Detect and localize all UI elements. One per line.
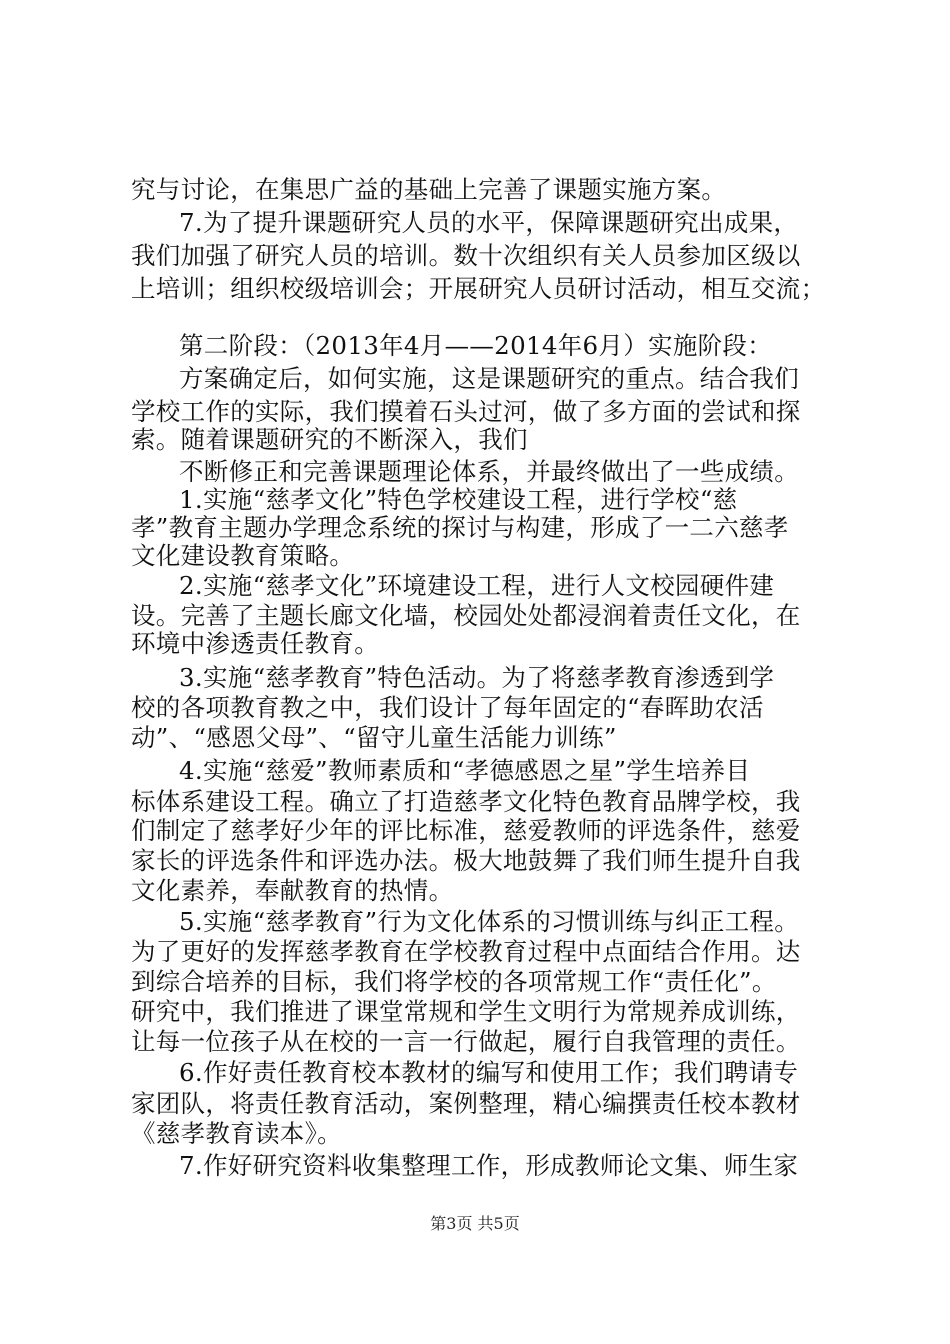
page-footer: 第3页 共5页	[430, 1214, 520, 1233]
paragraph-line: 动”、“感恩父母”、“留守儿童生活能力训练”	[131, 723, 617, 752]
paragraph-line: 索。随着课题研究的不断深入，我们	[131, 425, 528, 454]
paragraph-line: 6.作好责任教育校本教材的编写和使用工作；我们聘请专	[179, 1058, 799, 1087]
paragraph-line: 家长的评选条件和评选办法。极大地鼓舞了我们师生提升自我	[131, 846, 801, 875]
paragraph-line: 标体系建设工程。确立了打造慈孝文化特色教育品牌学校，我	[131, 787, 801, 816]
paragraph-line: 文化建设教育策略。	[131, 541, 355, 570]
section-heading: 第二阶段：（2013年4月——2014年6月）实施阶段：	[179, 331, 773, 360]
paragraph-line: 7.作好研究资料收集整理工作，形成教师论文集、师生家	[179, 1151, 799, 1180]
paragraph-line: 到综合培养的目标，我们将学校的各项常规工作“责任化”。	[131, 967, 777, 996]
paragraph-line: 们制定了慈孝好少年的评比标准，慈爱教师的评选条件，慈爱	[131, 816, 801, 845]
paragraph-line: 7.为了提升课题研究人员的水平，保障课题研究出成果，	[179, 208, 799, 237]
paragraph-line: 2.实施“慈孝文化”环境建设工程，进行人文校园硬件建	[179, 571, 775, 600]
paragraph-line: 研究中，我们推进了课堂常规和学生文明行为常规养成训练，	[131, 997, 801, 1026]
paragraph-line: 文化素养，奉献教育的热情。	[131, 876, 454, 905]
paragraph-line: 让每一位孩子从在校的一言一行做起，履行自我管理的责任。	[131, 1027, 801, 1056]
paragraph-line: 3.实施“慈孝教育”特色活动。为了将慈孝教育渗透到学	[179, 663, 775, 692]
paragraph-line: 学校工作的实际，我们摸着石头过河，做了多方面的尝试和探	[131, 397, 801, 426]
paragraph-line: 设。完善了主题长廊文化墙，校园处处都浸润着责任文化，在	[131, 601, 801, 630]
paragraph-line: 1.实施“慈孝文化”特色学校建设工程，进行学校“慈	[179, 485, 738, 514]
paragraph-line: 不断修正和完善课题理论体系，并最终做出了一些成绩。	[179, 457, 799, 486]
paragraph-line: 4.实施“慈爱”教师素质和“孝德感恩之星”学生培养目	[179, 756, 751, 785]
paragraph-line: 孝”教育主题办学理念系统的探讨与构建，形成了一二六慈孝	[131, 513, 789, 542]
paragraph-line: 环境中渗透责任教育。	[131, 629, 379, 658]
paragraph-line: 上培训；组织校级培训会；开展研究人员研讨活动，相互交流；	[131, 274, 826, 303]
paragraph-line: 5.实施“慈孝教育”行为文化体系的习惯训练与纠正工程。	[179, 907, 800, 936]
paragraph-line: 校的各项教育教之中，我们设计了每年固定的“春晖助农活	[131, 693, 764, 722]
paragraph-line: 家团队，将责任教育活动，案例整理，精心编撰责任校本教材	[131, 1089, 801, 1118]
paragraph-line: 方案确定后，如何实施，这是课题研究的重点。结合我们	[179, 364, 799, 393]
paragraph-line: 我们加强了研究人员的培训。数十次组织有关人员参加区级以	[131, 241, 801, 270]
paragraph-line: 究与讨论，在集思广益的基础上完善了课题实施方案。	[131, 175, 727, 204]
paragraph-line: 《慈孝教育读本》。	[131, 1119, 342, 1148]
paragraph-line: 为了更好的发挥慈孝教育在学校教育过程中点面结合作用。达	[131, 937, 801, 966]
